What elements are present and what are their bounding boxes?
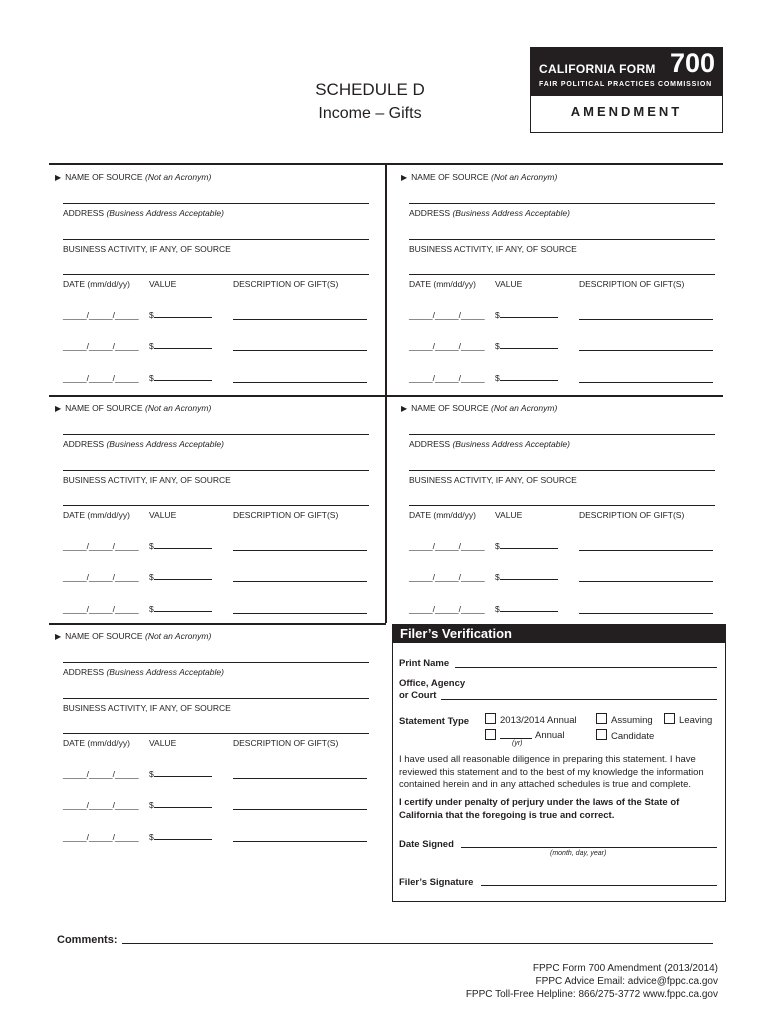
date-field[interactable]: _____/_____/_____ xyxy=(63,800,139,810)
name-of-source-field[interactable] xyxy=(409,434,715,435)
description-field[interactable] xyxy=(579,541,713,551)
assuming-label: Assuming xyxy=(611,715,653,726)
business-activity-label: BUSINESS ACTIVITY, IF ANY, OF SOURCE xyxy=(409,475,577,485)
value-field[interactable]: $ xyxy=(149,541,212,551)
business-activity-label: BUSINESS ACTIVITY, IF ANY, OF SOURCE xyxy=(63,475,231,485)
value-header: VALUE xyxy=(149,279,177,289)
footer-helpline: FPPC Toll-Free Helpline: 866/275-3772 www.fppc.ca.gov xyxy=(465,989,718,1000)
arrow-right-icon: ▶ xyxy=(401,173,408,182)
filers-verification-panel xyxy=(392,624,726,902)
address-field[interactable] xyxy=(63,239,369,240)
value-header: VALUE xyxy=(149,738,177,748)
value-field[interactable]: $ xyxy=(149,800,212,810)
description-header: DESCRIPTION OF GIFT(S) xyxy=(579,510,685,520)
form-identifier-box xyxy=(530,47,723,133)
candidate-label: Candidate xyxy=(611,731,655,742)
candidate-checkbox[interactable] xyxy=(596,729,607,740)
value-field[interactable]: $ xyxy=(495,373,558,383)
name-of-source-field[interactable] xyxy=(63,203,369,204)
arrow-right-icon: ▶ xyxy=(401,404,408,413)
comments-label: Comments: xyxy=(57,934,118,946)
leaving-checkbox[interactable] xyxy=(664,713,675,724)
date-field[interactable]: _____/_____/_____ xyxy=(409,604,485,614)
description-field[interactable] xyxy=(579,373,713,383)
value-field[interactable]: $ xyxy=(495,572,558,582)
name-of-source-field[interactable] xyxy=(409,203,715,204)
gift-source-block xyxy=(52,624,392,854)
value-field[interactable]: $ xyxy=(495,604,558,614)
statement-type-label: Statement Type xyxy=(399,716,470,727)
description-field[interactable] xyxy=(233,832,367,842)
value-field[interactable]: $ xyxy=(149,769,212,779)
date-field[interactable]: _____/_____/_____ xyxy=(409,310,485,320)
description-field[interactable] xyxy=(233,373,367,383)
description-header: DESCRIPTION OF GIFT(S) xyxy=(233,510,339,520)
business-activity-label: BUSINESS ACTIVITY, IF ANY, OF SOURCE xyxy=(409,244,577,254)
annual-years-checkbox[interactable] xyxy=(485,713,496,724)
gift-source-block xyxy=(52,165,392,395)
business-activity-field[interactable] xyxy=(409,505,715,506)
schedule-title: SCHEDULE D xyxy=(315,80,425,99)
business-activity-field[interactable] xyxy=(63,733,369,734)
commission-name: FAIR POLITICAL PRACTICES COMMISSION xyxy=(539,81,712,88)
diligence-statement: I have used all reasonable diligence in preparing this statement. I have reviewed this statement and to the best of my knowledge the information contained herein and in any attached schedules is true and complete. xyxy=(399,754,704,790)
date-field[interactable]: _____/_____/_____ xyxy=(63,832,139,842)
address-label: ADDRESS (Business Address Acceptable) xyxy=(63,208,224,218)
name-of-source-label: ▶ NAME OF SOURCE (Not an Acronym) xyxy=(55,631,212,641)
arrow-right-icon: ▶ xyxy=(55,404,62,413)
name-of-source-label: ▶ NAME OF SOURCE (Not an Acronym) xyxy=(401,172,558,182)
amendment-label: AMENDMENT xyxy=(570,104,683,119)
name-of-source-field[interactable] xyxy=(63,662,369,663)
office-agency-label: Office, Agency xyxy=(399,678,466,689)
schedule-subtitle: Income – Gifts xyxy=(318,105,422,122)
form-number: 700 xyxy=(669,48,715,78)
form-band xyxy=(531,48,722,96)
date-field[interactable]: _____/_____/_____ xyxy=(63,310,139,320)
date-field[interactable]: _____/_____/_____ xyxy=(409,373,485,383)
description-field[interactable] xyxy=(579,310,713,320)
gift-source-block xyxy=(398,396,738,626)
print-name-label: Print Name xyxy=(399,658,450,669)
annual-label: Annual xyxy=(535,730,565,741)
office-agency-field[interactable] xyxy=(441,699,717,700)
value-field[interactable]: $ xyxy=(149,832,212,842)
arrow-right-icon: ▶ xyxy=(55,173,62,182)
name-of-source-label: ▶ NAME OF SOURCE (Not an Acronym) xyxy=(55,172,212,182)
value-header: VALUE xyxy=(495,510,523,520)
description-header: DESCRIPTION OF GIFT(S) xyxy=(579,279,685,289)
description-field[interactable] xyxy=(579,341,713,351)
date-signed-field[interactable] xyxy=(461,847,717,848)
filers-signature-field[interactable] xyxy=(481,885,717,886)
leaving-label: Leaving xyxy=(679,715,713,726)
date-field[interactable]: _____/_____/_____ xyxy=(63,572,139,582)
name-of-source-field[interactable] xyxy=(63,434,369,435)
description-field[interactable] xyxy=(233,800,367,810)
value-field[interactable]: $ xyxy=(495,541,558,551)
footer-form-version: FPPC Form 700 Amendment (2013/2014) xyxy=(532,963,718,974)
value-field[interactable]: $ xyxy=(495,341,558,351)
address-field[interactable] xyxy=(63,470,369,471)
description-field[interactable] xyxy=(233,310,367,320)
gift-source-block xyxy=(52,396,392,626)
business-activity-label: BUSINESS ACTIVITY, IF ANY, OF SOURCE xyxy=(63,244,231,254)
print-name-field[interactable] xyxy=(455,667,717,668)
value-field[interactable]: $ xyxy=(149,341,212,351)
arrow-right-icon: ▶ xyxy=(55,632,62,641)
date-field[interactable]: _____/_____/_____ xyxy=(409,572,485,582)
business-activity-field[interactable] xyxy=(409,274,715,275)
business-activity-field[interactable] xyxy=(63,505,369,506)
description-field[interactable] xyxy=(233,769,367,779)
footer-advice-email: FPPC Advice Email: advice@fppc.ca.gov xyxy=(535,976,718,987)
date-field[interactable]: _____/_____/_____ xyxy=(63,769,139,779)
date-field[interactable]: _____/_____/_____ xyxy=(63,604,139,614)
name-of-source-label: ▶ NAME OF SOURCE (Not an Acronym) xyxy=(55,403,212,413)
description-field[interactable] xyxy=(233,572,367,582)
annual-year-field[interactable] xyxy=(500,738,532,739)
address-field[interactable] xyxy=(409,239,715,240)
address-field[interactable] xyxy=(63,698,369,699)
date-field[interactable]: _____/_____/_____ xyxy=(63,373,139,383)
value-field[interactable]: $ xyxy=(495,310,558,320)
date-field[interactable]: _____/_____/_____ xyxy=(409,341,485,351)
business-activity-label: BUSINESS ACTIVITY, IF ANY, OF SOURCE xyxy=(63,703,231,713)
description-field[interactable] xyxy=(233,541,367,551)
name-of-source-label: ▶ NAME OF SOURCE (Not an Acronym) xyxy=(401,403,558,413)
date-field[interactable]: _____/_____/_____ xyxy=(63,341,139,351)
value-field[interactable]: $ xyxy=(149,572,212,582)
footer xyxy=(466,962,718,1001)
description-header: DESCRIPTION OF GIFT(S) xyxy=(233,738,339,748)
business-activity-field[interactable] xyxy=(63,274,369,275)
verification-title: Filer’s Verification xyxy=(393,625,725,643)
date-field[interactable]: _____/_____/_____ xyxy=(409,541,485,551)
form-name: CALIFORNIA FORM xyxy=(539,62,656,76)
filers-signature-label: Filer’s Signature xyxy=(399,877,474,888)
assuming-checkbox[interactable] xyxy=(596,713,607,724)
annual-checkbox[interactable] xyxy=(485,729,496,740)
address-label: ADDRESS (Business Address Acceptable) xyxy=(409,439,570,449)
annual-years-label: 2013/2014 Annual xyxy=(500,715,577,726)
description-header: DESCRIPTION OF GIFT(S) xyxy=(233,279,339,289)
address-field[interactable] xyxy=(409,470,715,471)
address-label: ADDRESS (Business Address Acceptable) xyxy=(63,439,224,449)
value-header: VALUE xyxy=(495,279,523,289)
or-court-label: or Court xyxy=(399,690,437,701)
date-header: DATE (mm/dd/yy) xyxy=(409,279,476,289)
date-header: DATE (mm/dd/yy) xyxy=(63,738,130,748)
date-signed-label: Date Signed xyxy=(399,839,454,850)
date-field[interactable]: _____/_____/_____ xyxy=(63,541,139,551)
value-field[interactable]: $ xyxy=(149,604,212,614)
date-header: DATE (mm/dd/yy) xyxy=(63,279,130,289)
certify-statement: I certify under penalty of perjury under the laws of the State of California that the foregoing is true and correct. xyxy=(399,797,680,821)
value-field[interactable]: $ xyxy=(149,310,212,320)
description-field[interactable] xyxy=(579,572,713,582)
address-label: ADDRESS (Business Address Acceptable) xyxy=(63,667,224,677)
description-field[interactable] xyxy=(233,604,367,614)
date-header: DATE (mm/dd/yy) xyxy=(409,510,476,520)
value-header: VALUE xyxy=(149,510,177,520)
year-hint: (yr) xyxy=(512,740,523,747)
address-label: ADDRESS (Business Address Acceptable) xyxy=(409,208,570,218)
gift-source-block xyxy=(398,165,738,395)
description-field[interactable] xyxy=(579,604,713,614)
comments-field[interactable] xyxy=(122,943,713,944)
date-header: DATE (mm/dd/yy) xyxy=(63,510,130,520)
date-signed-hint: (month, day, year) xyxy=(550,850,607,857)
value-field[interactable]: $ xyxy=(149,373,212,383)
description-field[interactable] xyxy=(233,341,367,351)
